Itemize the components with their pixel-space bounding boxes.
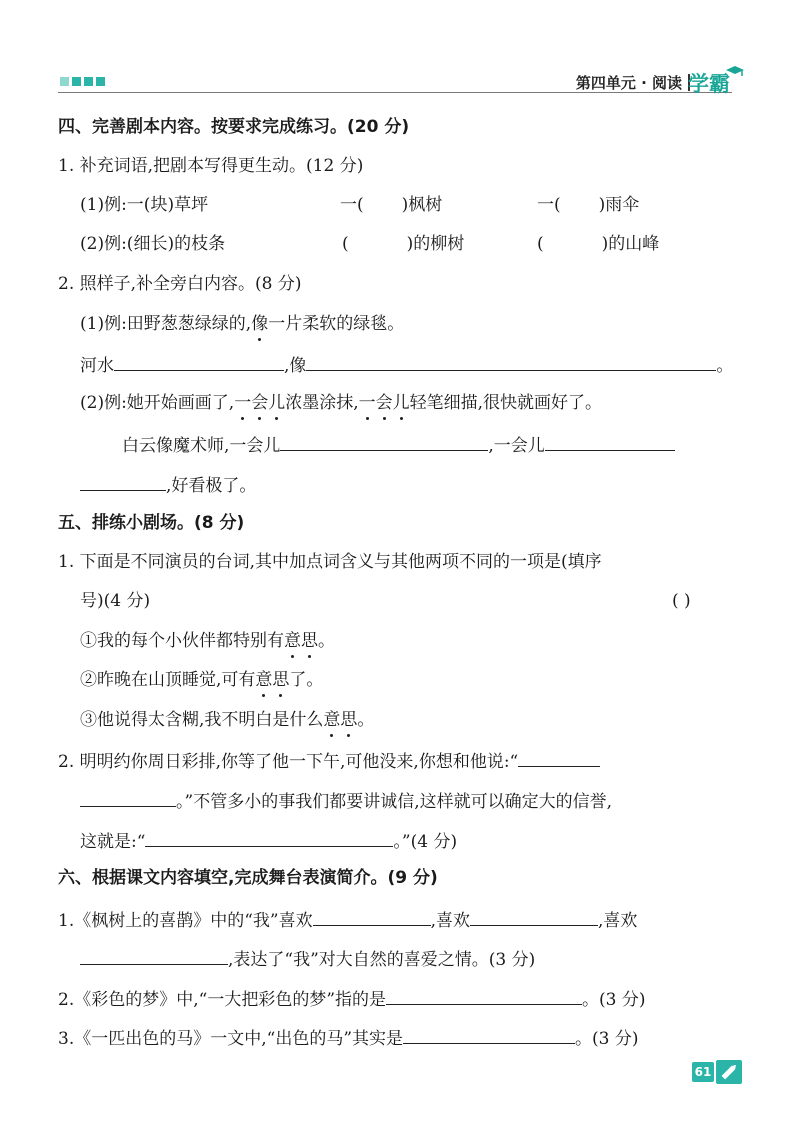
answer-blank[interactable] <box>280 432 488 451</box>
graduation-cap-icon <box>724 64 746 78</box>
s6-question-3: 3.《一匹出色的马》一文中,“出色的马”其实是 。(3 分) <box>58 1025 639 1050</box>
page-number: 61 <box>692 1062 714 1082</box>
header-decoration <box>60 77 105 86</box>
unit-label: 第四单元 · 阅读 <box>575 74 682 92</box>
answer-blank[interactable] <box>403 1025 575 1044</box>
s5-question-1: 1. 下面是不同演员的台词,其中加点词含义与其他两项不同的一项是(填序 <box>58 552 602 572</box>
s4-q2-2-example: (2)例:她开始画画了,一会儿浓墨涂抹,一会儿轻笔细描,很快就画好了。 <box>80 393 603 413</box>
s4-q1-row-1 <box>80 194 208 216</box>
s5-question-2-cont: 。”不管多小的事我们都要讲诚信,这样就可以确定大的信誉, <box>80 788 612 813</box>
s4-q1-2-example: (2)例:(细长)的枝条 <box>80 234 226 254</box>
answer-blank[interactable] <box>114 352 284 371</box>
s4-q1-1-example: (1)例:一(块)草坪 <box>80 195 209 215</box>
s4-q1-2-blank-c[interactable]: ( )的山峰 <box>537 234 660 254</box>
section-4-title: 四、完善剧本内容。按要求完成练习。(20 分) <box>58 117 410 137</box>
section-5-title: 五、排练小剧场。(8 分) <box>58 513 245 533</box>
s4-question-1: 1. 补充词语,把剧本写得更生动。(12 分) <box>58 156 364 176</box>
s6-question-2: 2.《彩色的梦》中,“一大把彩色的梦”指的是 。(3 分) <box>58 986 646 1011</box>
s5-question-1-cont: 号)(4 分) <box>80 591 151 611</box>
s4-q2-2-answer: 白云像魔术师,一会儿 ,一会儿 <box>122 432 675 457</box>
s5-option-2: ②昨晚在山顶睡觉,可有意思了。 <box>80 670 324 690</box>
s5-question-2-end: 这就是:“ 。”(4 分) <box>80 828 457 853</box>
answer-blank[interactable] <box>545 432 675 451</box>
s6-question-1: 1.《枫树上的喜鹊》中的“我”喜欢 ,喜欢 ,喜欢 <box>58 907 637 932</box>
answer-blank[interactable] <box>386 986 582 1005</box>
s5-option-3: ③他说得太含糊,我不明白是什么意思。 <box>80 710 375 730</box>
answer-blank[interactable] <box>306 352 716 371</box>
answer-blank[interactable] <box>145 828 393 847</box>
section-6-title: 六、根据课文内容填空,完成舞台表演简介。(9 分) <box>58 868 438 888</box>
answer-blank[interactable] <box>518 748 600 767</box>
s4-q1-1-blank-c[interactable]: 一( )雨伞 <box>537 195 640 215</box>
brand-logo: 学霸 <box>688 72 730 96</box>
answer-blank[interactable] <box>313 907 431 926</box>
pencil-icon <box>716 1060 742 1084</box>
answer-blank[interactable] <box>80 788 176 807</box>
s4-q2-1-answer: 河水 ,像 。 <box>80 352 733 377</box>
s5-q1-answer-paren[interactable]: ( ) <box>672 591 691 611</box>
s4-q1-2-blank-b[interactable]: ( )的柳树 <box>342 234 465 254</box>
s4-question-2: 2. 照样子,补全旁白内容。(8 分) <box>58 274 302 294</box>
s4-q2-1-example: (1)例:田野葱葱绿绿的,像一片柔软的绿毯。 <box>80 314 405 334</box>
s5-question-2: 2. 明明约你周日彩排,你等了他一下午,可他没来,你想和他说:“ <box>58 748 600 773</box>
answer-blank[interactable] <box>80 946 228 965</box>
answer-blank[interactable] <box>470 907 598 926</box>
s4-q2-2-answer-cont: ,好看极了。 <box>80 472 256 497</box>
s4-q1-row-2 <box>80 233 225 255</box>
s6-question-1-cont: ,表达了“我”对大自然的喜爱之情。(3 分) <box>80 946 535 971</box>
answer-blank[interactable] <box>80 472 166 491</box>
s5-option-1: ①我的每个小伙伴都特别有意思。 <box>80 631 335 651</box>
s4-q1-1-blank-b[interactable]: 一( )枫树 <box>340 195 443 215</box>
